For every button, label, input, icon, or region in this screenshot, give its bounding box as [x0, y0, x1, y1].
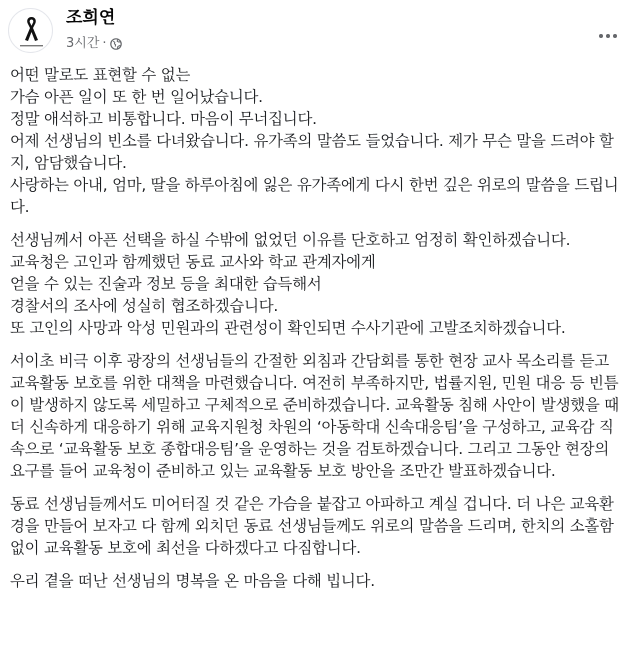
post-text-line: 어제 선생님의 빈소를 다녀왔습니다. 유가족의 말씀도 들었습니다. 제가 무슨 말을 드려야 할지, 암담했습니다. [10, 132, 614, 172]
post-text-line: 교육청은 고인과 함께했던 동료 교사와 학교 관계자에게 [10, 253, 376, 271]
separator-dot: · [102, 36, 107, 51]
author-name[interactable]: 조희연 [66, 8, 116, 28]
post-text-line: 선생님께서 아픈 선택을 하실 수밖에 없었던 이유를 단호하고 엄정히 확인하겠습니다. [10, 231, 571, 249]
post-paragraph [10, 570, 622, 592]
post-text-line: 동료 선생님들께서도 미어터질 것 같은 가슴을 붙잡고 아파하고 계실 겁니다. 더 나은 교육환경을 만들어 보자고 다 함께 외치던 동료 선생님들께도 위로의 말씀을 드리며, 한치의 소홀함 없이 교육활동 보호에 최선을 다하겠다고 다짐합니다. [10, 495, 614, 557]
post-paragraph [10, 350, 622, 482]
post-text-line: 우리 곁을 떠난 선생님의 명복을 온 마음을 다해 빕니다. [10, 572, 375, 590]
post-body [10, 64, 622, 603]
post-paragraph [10, 229, 622, 339]
post-text-line: 또 고인의 사망과 악성 민원과의 관련성이 확인되면 수사기관에 고발조치하겠습니다. [10, 319, 566, 337]
post-paragraph [10, 64, 622, 218]
black-mourning-ribbon-icon [9, 9, 53, 53]
post-paragraph [10, 493, 622, 559]
post-text-line: 사랑하는 아내, 엄마, 딸을 하루아침에 잃은 유가족에게 다시 한번 깊은 위로의 말씀을 드립니다. [10, 176, 619, 216]
post-text-line: 얻을 수 있는 진술과 정보 등을 최대한 습득해서 [10, 275, 322, 293]
globe-icon[interactable] [110, 38, 122, 50]
more-horizontal-icon [596, 24, 620, 48]
more-options-button[interactable] [590, 18, 626, 54]
post-text-line: 가슴 아픈 일이 또 한 번 일어났습니다. [10, 88, 263, 106]
post-meta [66, 35, 122, 53]
post-text-line: 어떤 말로도 표현할 수 없는 [10, 66, 191, 84]
post-timestamp[interactable]: 3시간 [66, 36, 100, 51]
post-header [0, 0, 640, 64]
post-text-line: 정말 애석하고 비통합니다. 마음이 무너집니다. [10, 110, 317, 128]
avatar[interactable] [8, 8, 53, 53]
post-text-line: 경찰서의 조사에 성실히 협조하겠습니다. [10, 297, 279, 315]
post-text-line: 서이초 비극 이후 광장의 선생님들의 간절한 외침과 간담회를 통한 현장 교사 목소리를 듣고 교육활동 보호를 위한 대책을 마련했습니다. 여전히 부족하지만, 법률지원, 민원 대응 등 빈틈이 발생하지 않도록 세밀하고 구체적으로 준비하겠습니다. 교육활동 침해 사안이 발생했을 때 더 신속하게 대응하기 위해 교육지원청 차원의 ‘아동학대 신속대응팀’을 구성하고, 교육감 직속으로 ‘교육활동 보호 종합대응팀’을 운영하는 것을 검토하겠습니다. 그리고 그동안 현장의 요구를 들어 교육청이 준비하고 있는 교육활동 보호 방안을 조만간 발표하겠습니다. [10, 352, 619, 480]
